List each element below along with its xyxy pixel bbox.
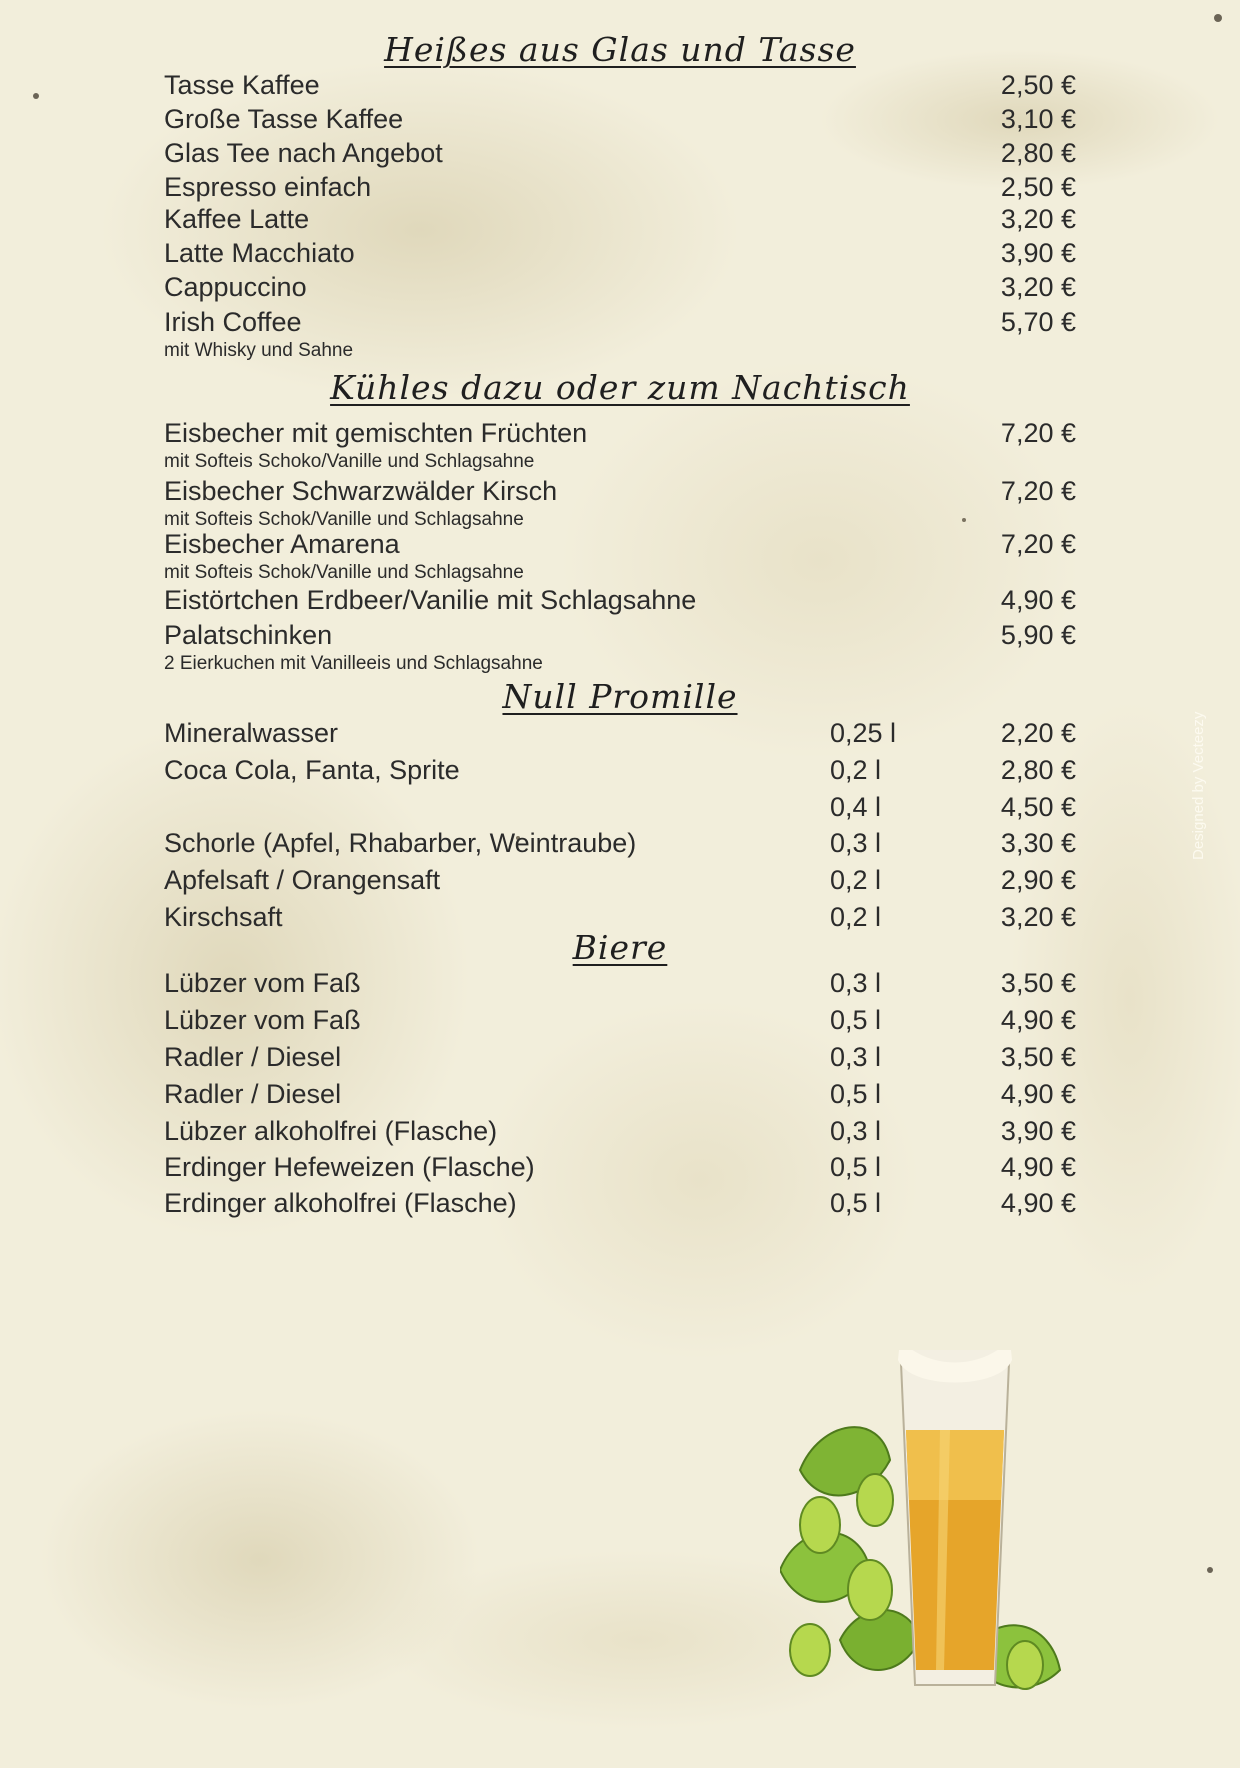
menu-item bbox=[164, 828, 1076, 868]
item-price: 3,50 € bbox=[1000, 968, 1076, 998]
item-price: 2,80 € bbox=[1000, 138, 1076, 168]
item-price: 2,50 € bbox=[1000, 70, 1076, 100]
item-price: 3,90 € bbox=[1000, 1116, 1076, 1146]
menu-item bbox=[164, 865, 1076, 905]
item-price: 4,90 € bbox=[1000, 1188, 1076, 1218]
section-title: Biere bbox=[572, 928, 668, 967]
menu-item bbox=[164, 476, 1076, 530]
item-volume: 0,2 l bbox=[830, 865, 882, 895]
item-name: Lübzer alkoholfrei (Flasche) bbox=[164, 1116, 498, 1146]
item-price: 7,20 € bbox=[1000, 476, 1076, 506]
item-price: 3,30 € bbox=[1000, 828, 1076, 858]
item-name: Cappuccino bbox=[164, 272, 307, 302]
item-name: Eistörtchen Erdbeer/Vanilie mit Schlagsahne bbox=[164, 585, 697, 615]
section-title: Null Promille bbox=[502, 677, 738, 716]
item-price: 4,90 € bbox=[1000, 1005, 1076, 1035]
item-description: 2 Eierkuchen mit Vanilleeis und Schlagsahne bbox=[164, 653, 543, 674]
item-volume: 0,5 l bbox=[830, 1005, 882, 1035]
section-title: Heißes aus Glas und Tasse bbox=[384, 30, 856, 69]
item-name: Radler / Diesel bbox=[164, 1042, 342, 1072]
item-volume: 0,5 l bbox=[830, 1152, 882, 1182]
item-description: mit Softeis Schok/Vanille und Schlagsahne bbox=[164, 562, 524, 583]
item-name: Palatschinken bbox=[164, 620, 333, 650]
menu-item bbox=[164, 1116, 1076, 1156]
item-price: 5,70 € bbox=[1000, 307, 1076, 337]
item-name: Irish Coffee bbox=[164, 307, 302, 337]
item-price: 4,90 € bbox=[1000, 585, 1076, 615]
menu-item bbox=[164, 1188, 1076, 1228]
section-title: Kühles dazu oder zum Nachtisch bbox=[330, 368, 910, 407]
item-name: Mineralwasser bbox=[164, 718, 339, 748]
item-name: Eisbecher Schwarzwälder Kirsch bbox=[164, 476, 558, 506]
item-price: 3,50 € bbox=[1000, 1042, 1076, 1072]
item-name: Latte Macchiato bbox=[164, 238, 355, 268]
menu-item bbox=[164, 585, 1076, 625]
item-description: mit Softeis Schok/Vanille und Schlagsahne bbox=[164, 509, 524, 530]
item-price: 3,10 € bbox=[1000, 104, 1076, 134]
item-name: Apfelsaft / Orangensaft bbox=[164, 865, 441, 895]
item-volume: 0,4 l bbox=[830, 792, 882, 822]
item-name: Lübzer vom Faß bbox=[164, 1005, 361, 1035]
item-name: Coca Cola, Fanta, Sprite bbox=[164, 755, 460, 785]
menu-item bbox=[164, 968, 1076, 1008]
item-volume: 0,3 l bbox=[830, 1116, 882, 1146]
item-price: 3,20 € bbox=[1000, 272, 1076, 302]
menu-item bbox=[164, 272, 1076, 312]
item-volume: 0,5 l bbox=[830, 1188, 882, 1218]
item-volume: 0,25 l bbox=[830, 718, 897, 748]
menu-item bbox=[164, 418, 1076, 472]
item-description: mit Whisky und Sahne bbox=[164, 340, 354, 361]
item-name: Kirschsaft bbox=[164, 902, 283, 932]
menu-item bbox=[164, 792, 1076, 832]
item-name: Tasse Kaffee bbox=[164, 70, 320, 100]
beer-glass-illustration bbox=[780, 1350, 1080, 1710]
item-price: 3,90 € bbox=[1000, 238, 1076, 268]
item-price: 3,20 € bbox=[1000, 204, 1076, 234]
item-name: Eisbecher mit gemischten Früchten bbox=[164, 418, 588, 448]
item-volume: 0,5 l bbox=[830, 1079, 882, 1109]
designer-credit: Designed by Vecteezy bbox=[1190, 711, 1207, 860]
menu-item bbox=[164, 1152, 1076, 1192]
item-name: Lübzer vom Faß bbox=[164, 968, 361, 998]
item-price: 4,90 € bbox=[1000, 1152, 1076, 1182]
item-price: 2,90 € bbox=[1000, 865, 1076, 895]
item-name: Espresso einfach bbox=[164, 172, 372, 202]
item-name: Eisbecher Amarena bbox=[164, 529, 400, 559]
item-name: Erdinger Hefeweizen (Flasche) bbox=[164, 1152, 535, 1182]
item-price: 5,90 € bbox=[1000, 620, 1076, 650]
menu-item bbox=[164, 1042, 1076, 1082]
item-price: 3,20 € bbox=[1000, 902, 1076, 932]
menu-item bbox=[164, 1079, 1076, 1119]
menu-item bbox=[164, 718, 1076, 758]
item-volume: 0,3 l bbox=[830, 828, 882, 858]
item-price: 2,20 € bbox=[1000, 718, 1076, 748]
menu-item bbox=[164, 1005, 1076, 1045]
menu-item bbox=[164, 529, 1076, 583]
item-name: Schorle (Apfel, Rhabarber, Weintraube) bbox=[164, 828, 637, 858]
item-volume: 0,2 l bbox=[830, 902, 882, 932]
item-volume: 0,3 l bbox=[830, 1042, 882, 1072]
item-price: 2,80 € bbox=[1000, 755, 1076, 785]
item-name: Erdinger alkoholfrei (Flasche) bbox=[164, 1188, 517, 1218]
item-volume: 0,3 l bbox=[830, 968, 882, 998]
menu-item bbox=[164, 307, 1076, 361]
item-name: Glas Tee nach Angebot bbox=[164, 138, 443, 168]
item-name: Radler / Diesel bbox=[164, 1079, 342, 1109]
item-price: 7,20 € bbox=[1000, 529, 1076, 559]
item-price: 4,50 € bbox=[1000, 792, 1076, 822]
menu-item bbox=[164, 620, 1076, 674]
item-price: 4,90 € bbox=[1000, 1079, 1076, 1109]
item-name: Kaffee Latte bbox=[164, 204, 310, 234]
item-description: mit Softeis Schoko/Vanille und Schlagsahne bbox=[164, 451, 535, 472]
item-price: 7,20 € bbox=[1000, 418, 1076, 448]
item-name: Große Tasse Kaffee bbox=[164, 104, 404, 134]
item-price: 2,50 € bbox=[1000, 172, 1076, 202]
menu-item bbox=[164, 755, 1076, 795]
item-volume: 0,2 l bbox=[830, 755, 882, 785]
